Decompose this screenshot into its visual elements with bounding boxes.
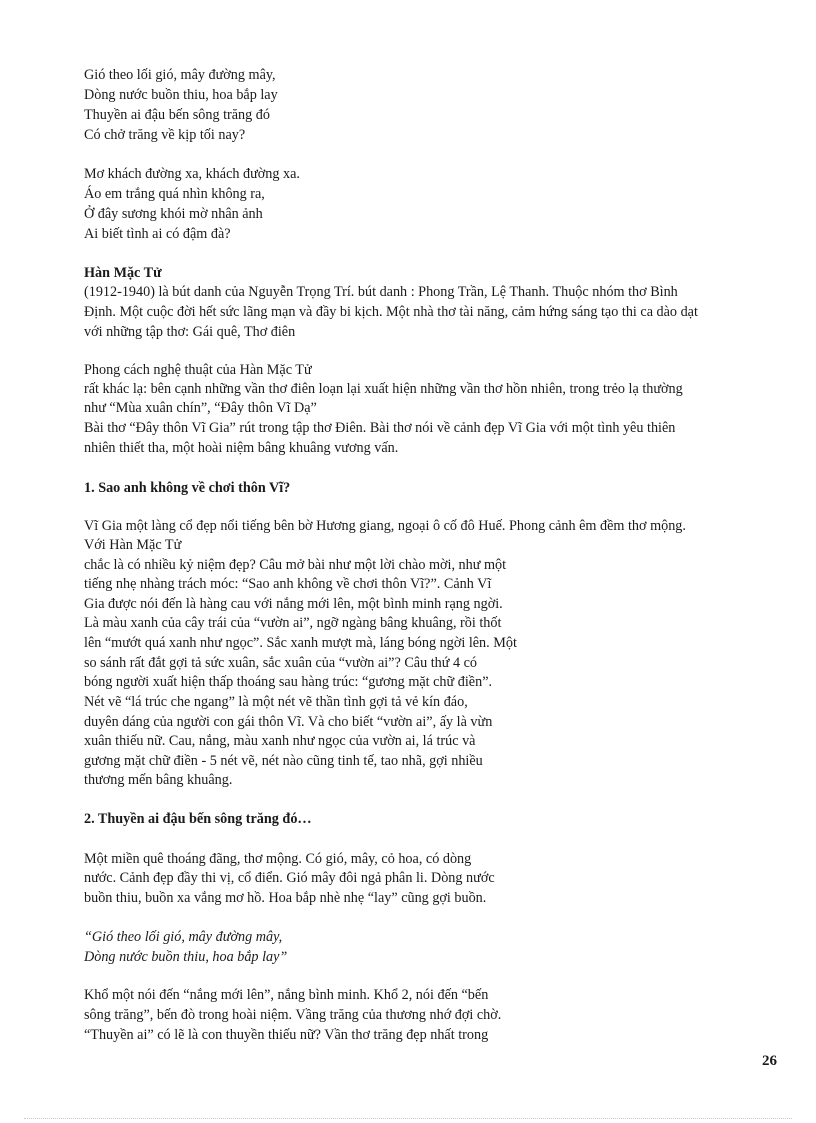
section1-line: thương mến bâng khuâng.: [84, 772, 233, 788]
stanza1-line: Gió theo lối gió, mây đường mây,: [84, 67, 276, 83]
bio-line: Định. Một cuộc đời hết sức lãng mạn và đầy bi kịch. Một nhà thơ tài năng, cảm hứng sáng tạo thi ca dào dạt: [84, 304, 698, 320]
section1-line: Với Hàn Mặc Tử: [84, 537, 182, 553]
author-heading: Hàn Mặc Tử: [84, 265, 162, 281]
stanza1-line: Dòng nước buồn thiu, hoa bắp lay: [84, 87, 278, 103]
section2-heading: 2. Thuyền ai đậu bến sông trăng đó…: [84, 811, 312, 827]
section1-line: gương mặt chữ điền - 5 nét vẽ, nét nào cũng tinh tế, tao nhã, gợi nhiều: [84, 753, 483, 769]
quote-line: Dòng nước buồn thiu, hoa bắp lay”: [84, 949, 288, 965]
section1-line: bóng người xuất hiện thấp thoáng sau hàng trúc: “gương mặt chữ điền”.: [84, 674, 493, 690]
section1-line: Là màu xanh của cây trái của “vườn ai”, ngỡ ngàng bâng khuâng, rồi thốt: [84, 615, 502, 631]
stanza2-line: Mơ khách đường xa, khách đường xa.: [84, 166, 300, 182]
closing-line: “Thuyền ai” có lẽ là con thuyền thiếu nữ? Vần thơ trăng đẹp nhất trong: [84, 1027, 489, 1043]
stanza2-line: Ai biết tình ai có đậm đà?: [84, 226, 231, 242]
section1-line: xuân thiếu nữ. Cau, nắng, màu xanh như ngọc của vườn ai, lá trúc và: [84, 733, 476, 749]
style-line: rất khác lạ: bên cạnh những vần thơ điên loạn lại xuất hiện những vần thơ hồn nhiên, trong trẻo lạ thường: [84, 381, 683, 397]
footer-divider: [24, 1118, 792, 1119]
section2-line: nước. Cảnh đẹp đầy thi vị, cổ điển. Gió mây đôi ngả phân li. Dòng nước: [84, 870, 495, 886]
stanza1-line: Thuyền ai đậu bến sông trăng đó: [84, 107, 270, 123]
bio-line: (1912-1940) là bút danh của Nguyễn Trọng Trí. bút danh : Phong Trần, Lệ Thanh. Thuộc nhóm thơ Bình: [84, 284, 678, 300]
section2-line: buồn thiu, buồn xa vắng mơ hồ. Hoa bắp nhè nhẹ “lay” cũng gợi buồn.: [84, 890, 487, 906]
style-line: như “Mùa xuân chín”, “Đây thôn Vĩ Dạ”: [84, 400, 317, 416]
section1-line: lên “mướt quá xanh như ngọc”. Sắc xanh mượt mà, láng bóng ngời lên. Một: [84, 635, 517, 651]
section1-line: Nét vẽ “lá trúc che ngang” là một nét vẽ thần tình gợi tả vẻ kín đáo,: [84, 694, 468, 710]
section1-heading: 1. Sao anh không về chơi thôn Vĩ?: [84, 480, 291, 496]
section1-line: Vĩ Gia một làng cổ đẹp nổi tiếng bên bờ Hương giang, ngoại ô cố đô Huế. Phong cảnh êm đềm thơ mộng.: [84, 518, 686, 534]
quote-line: “Gió theo lối gió, mây đường mây,: [84, 929, 283, 945]
style-line: Bài thơ “Đây thôn Vĩ Gia” rút trong tập thơ Điên. Bài thơ nói về cảnh đẹp Vĩ Gia với một tình yêu thiên: [84, 420, 676, 436]
section1-line: so sánh rất đắt gợi tả sức xuân, sắc xuân của “vườn ai”? Câu thứ 4 có: [84, 655, 478, 671]
section2-line: Một miền quê thoáng đãng, thơ mộng. Có gió, mây, cỏ hoa, có dòng: [84, 851, 472, 867]
closing-line: Khổ một nói đến “nắng mới lên”, nắng bình minh. Khổ 2, nói đến “bến: [84, 987, 489, 1003]
style-line: nhiên thiết tha, một hoài niệm bâng khuâng vương vấn.: [84, 440, 399, 456]
page-number: 26: [762, 1053, 777, 1069]
closing-line: sông trăng”, bến đò trong hoài niệm. Vầng trăng của thương nhớ đợi chờ.: [84, 1007, 502, 1023]
bio-line: với những tập thơ: Gái quê, Thơ điên: [84, 324, 296, 340]
style-line: Phong cách nghệ thuật của Hàn Mặc Tử: [84, 362, 312, 378]
section1-line: Gia được nói đến là hàng cau với nắng mới lên, một bình minh rạng ngời.: [84, 596, 503, 612]
stanza2-line: Áo em trắng quá nhìn không ra,: [84, 186, 265, 202]
section1-line: chắc là có nhiều kỷ niệm đẹp? Câu mở bài như một lời chào mời, như một: [84, 557, 507, 573]
stanza2-line: Ở đây sương khói mờ nhân ảnh: [84, 206, 263, 222]
section1-line: duyên dáng của người con gái thôn Vĩ. Và cho biết “vườn ai”, ấy là vừn: [84, 714, 493, 730]
stanza1-line: Có chở trăng về kịp tối nay?: [84, 127, 246, 143]
section1-line: tiếng nhẹ nhàng trách móc: “Sao anh không về chơi thôn Vĩ?”. Cảnh Vĩ: [84, 576, 492, 592]
